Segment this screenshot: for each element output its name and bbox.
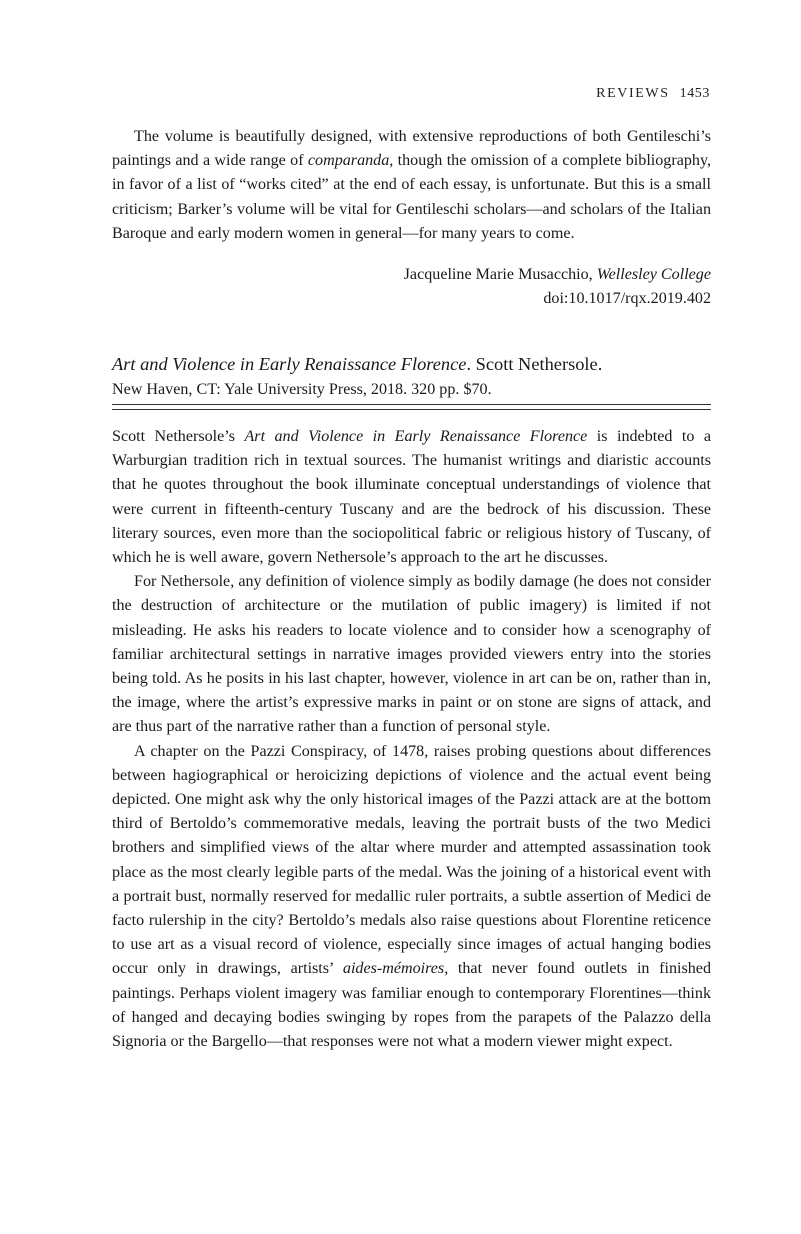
review-paragraph-3 xyxy=(112,740,711,1055)
paragraph-text: The volume is beautifully designed, with extensive reproductions of both Gentileschi’s paintings and a wide range of xyxy=(112,128,711,170)
book-publication: New Haven, CT: Yale University Press, 2018. 320 pp. $70. xyxy=(112,381,492,398)
italic-book-title: Art and Violence in Early Renaissance Florence xyxy=(244,428,588,445)
reviewer-line xyxy=(404,263,711,287)
paragraph-text: A chapter on the Pazzi Conspiracy, of 1478, raises probing questions about differences between hagiographical or heroicizing depictions of violence and the actual event being depicted. One might ask why the only historical images of the Pazzi attack are at the bottom third of Bertoldo’s commemorative medals, leaving the portrait busts of the two Medici brothers and simplified views of the altar where murder and attempted assassination took place as the most clearly legible parts of the medal. Was the joining of a historical event with a portrait bust, normally reserved for medallic ruler portraits, a subtle assertion of Medici de facto rulership in the city? Bertoldo’s medals also raise questions about Florentine reticence to use art as a visual record of violence, especially since images of actual hanging bodies occur only in drawings, artists’ xyxy=(112,742,711,978)
italic-term: comparanda xyxy=(307,152,390,170)
running-head-section: REVIEWS xyxy=(596,86,670,101)
paragraph-text: , though the omission of a complete bibliography, in favor of a list of “works cited” at the end of each essay, is unfortunate. But this is a small criticism; Barker’s volume will be vital for Gentileschi scholars—and scholars of the Italian Baroque and early modern women in general—for many years to come. xyxy=(112,152,711,242)
heading-rule-bottom xyxy=(112,409,711,410)
reviewer-name: Jacqueline Marie Musacchio, xyxy=(403,266,597,283)
book-title: Art and Violence in Early Renaissance Florence xyxy=(112,354,467,374)
running-head xyxy=(596,86,710,102)
review-paragraph-2: For Nethersole, any definition of violence simply as bodily damage (he does not consider the destruction of architecture or the mutilation of public imagery) is limited if not misleading. He asks his readers to locate violence and to consider how a scenography of familiar architectural settings in narrative images provided viewers entry into the stories being told. As he posits in his last chapter, however, violence in art can be on, rather than in, the image, where the artist’s expressive marks in paint or on stone are signs of attack, and are thus part of the narrative rather than a function of personal style. xyxy=(112,573,711,736)
reviewer-signature xyxy=(404,263,711,311)
paragraph-text: , that never found outlets in finished paintings. Perhaps violent imagery was familiar enough to contemporary Florentines—think of hanged and decaying bodies swinging by ropes from the parapets of the Palazzo della Signoria or the Bargello—that responses were not what a modern viewer might expect. xyxy=(112,960,711,1051)
book-author: . Scott Nethersole. xyxy=(466,354,603,374)
heading-rule-top xyxy=(112,404,711,405)
paragraph-text: Scott Nethersole’s xyxy=(112,428,245,445)
reviewer-affiliation: Wellesley College xyxy=(596,266,711,283)
previous-review-paragraph xyxy=(112,125,711,246)
italic-term: aides-mémoires xyxy=(342,960,445,978)
book-heading xyxy=(112,352,711,402)
page-number: 1453 xyxy=(679,86,710,101)
review-body xyxy=(112,425,711,1054)
previous-review-text xyxy=(112,125,711,246)
doi: doi:10.1017/rqx.2019.402 xyxy=(543,290,711,307)
paragraph-text: is indebted to a Warburgian tradition rich in textual sources. The humanist writings and diaristic accounts that he quotes throughout the book illuminate conceptual understandings of violence that were current in fifteenth-century Tuscany and are the bedrock of his discussion. These literary sources, even more than the sociopolitical fabric or religious history of Tuscany, of which he is well aware, govern Nethersole’s approach to the art he discusses. xyxy=(112,428,711,567)
review-paragraph-1 xyxy=(112,425,711,570)
book-title-line xyxy=(112,352,711,377)
